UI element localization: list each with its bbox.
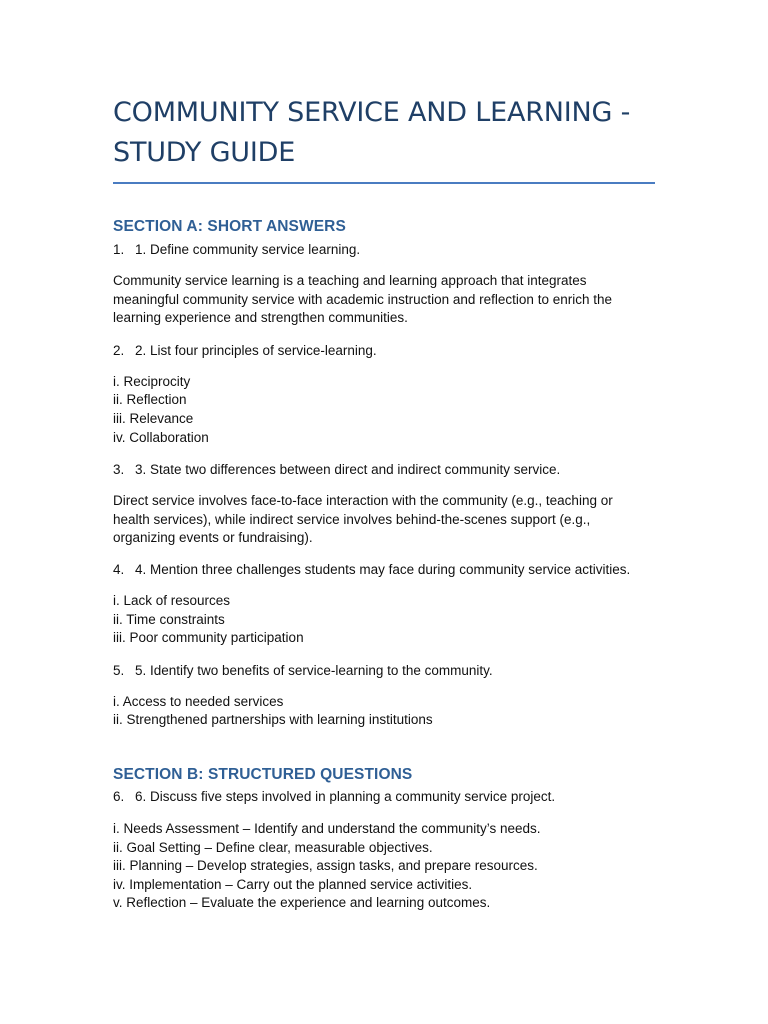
title-line-2: STUDY GUIDE bbox=[113, 137, 296, 168]
answer-list-item: iv. Collaboration bbox=[113, 429, 209, 445]
answer-line: meaningful community service with academic instruction and reflection to enrich the bbox=[113, 291, 612, 307]
answer-list-item: i. Access to needed services bbox=[113, 693, 284, 709]
question-number: 3. bbox=[113, 462, 125, 478]
answer-list-item: i. Lack of resources bbox=[113, 592, 231, 608]
answer-line: Community service learning is a teaching and learning approach that integrates bbox=[113, 273, 587, 288]
answer-line: learning experience and strengthen communities. bbox=[113, 310, 408, 326]
answer-list-item: ii. Time constraints bbox=[113, 611, 225, 627]
question-number: 1. bbox=[113, 242, 125, 257]
title-line-1: COMMUNITY SERVICE AND LEARNING - bbox=[113, 97, 631, 128]
answer-1 bbox=[113, 272, 655, 328]
question-1 bbox=[113, 241, 655, 259]
answer-5 bbox=[113, 693, 655, 730]
answer-list-item: ii. Reflection bbox=[113, 392, 187, 408]
answer-list-item: iv. Implementation – Carry out the planned service activities. bbox=[113, 876, 473, 892]
question-text: 6. Discuss five steps involved in planning a community service project. bbox=[135, 788, 556, 804]
question-text: 3. State two differences between direct and indirect community service. bbox=[135, 462, 561, 478]
document-page bbox=[113, 93, 655, 913]
answer-list-item: i. Needs Assessment – Identify and understand the community’s needs. bbox=[113, 820, 541, 836]
question-number: 6. bbox=[113, 788, 125, 804]
question-text: 2. List four principles of service-learning. bbox=[135, 342, 377, 358]
answer-line: health services), while indirect service involves behind-the-scenes support (e.g., bbox=[113, 511, 591, 527]
question-4 bbox=[113, 561, 655, 579]
section-b-heading: SECTION B: STRUCTURED QUESTIONS bbox=[113, 765, 413, 783]
question-number: 4. bbox=[113, 561, 125, 577]
answer-list-item: iii. Relevance bbox=[113, 410, 194, 426]
answer-list-item: ii. Goal Setting – Define clear, measurable objectives. bbox=[113, 839, 433, 855]
answer-4 bbox=[113, 592, 655, 648]
answer-list-item: iii. Poor community participation bbox=[113, 630, 304, 646]
answer-3 bbox=[113, 492, 655, 548]
answer-list-item: ii. Strengthened partnerships with learning institutions bbox=[113, 712, 433, 728]
question-6 bbox=[113, 788, 655, 806]
answer-6 bbox=[113, 820, 655, 913]
answer-list-item: iii. Planning – Develop strategies, assign tasks, and prepare resources. bbox=[113, 858, 538, 874]
question-number: 5. bbox=[113, 662, 125, 678]
question-2 bbox=[113, 342, 655, 360]
question-5 bbox=[113, 662, 655, 680]
answer-2 bbox=[113, 373, 655, 447]
question-text: 5. Identify two benefits of service-learning to the community. bbox=[135, 662, 493, 678]
document-title bbox=[113, 93, 655, 173]
question-number: 2. bbox=[113, 342, 125, 358]
question-3 bbox=[113, 461, 655, 479]
question-text: 4. Mention three challenges students may face during community service activities. bbox=[135, 561, 631, 577]
question-text: 1. Define community service learning. bbox=[135, 242, 361, 257]
answer-list-item: v. Reflection – Evaluate the experience and learning outcomes. bbox=[113, 895, 491, 911]
section-a-heading: SECTION A: SHORT ANSWERS bbox=[113, 218, 346, 235]
answer-list-item: i. Reciprocity bbox=[113, 373, 191, 389]
answer-line: Direct service involves face-to-face interaction with the community (e.g., teaching or bbox=[113, 493, 613, 509]
answer-line: organizing events or fundraising). bbox=[113, 530, 313, 546]
title-divider bbox=[113, 182, 655, 184]
